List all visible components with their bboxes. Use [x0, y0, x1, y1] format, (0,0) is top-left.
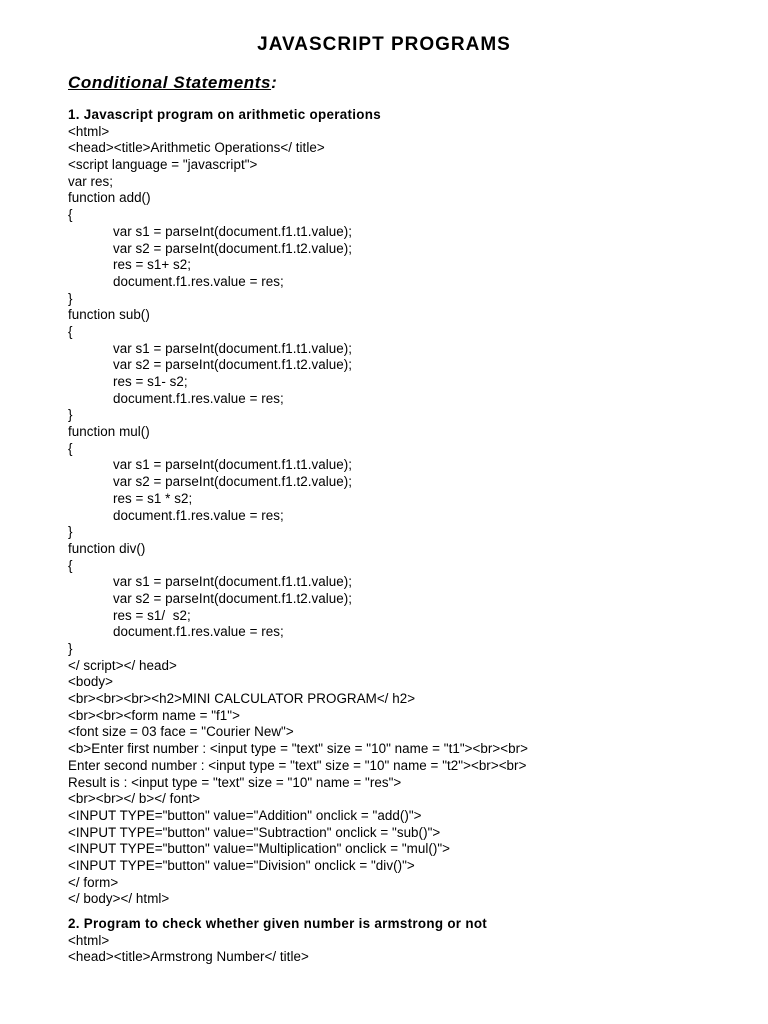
code-line: {	[68, 440, 73, 456]
document-title: JAVASCRIPT PROGRAMS	[257, 34, 511, 55]
code-line: <INPUT TYPE="button" value="Addition" onclick = "add()">	[68, 807, 422, 823]
code-line: <head><title>Arithmetic Operations</ title>	[68, 140, 325, 156]
code-line: <INPUT TYPE="button" value="Multiplication" onclick = "mul()">	[68, 841, 451, 857]
code-line: res = s1+ s2;	[113, 257, 192, 273]
code-line: <INPUT TYPE="button" value="Division" onclick = "div()">	[68, 857, 415, 873]
code-line: res = s1 * s2;	[113, 490, 193, 506]
code-line: var res;	[68, 173, 114, 189]
code-line: document.f1.res.value = res;	[113, 507, 284, 523]
code-line: var s2 = parseInt(document.f1.t2.value);	[113, 590, 353, 606]
code-line: res = s1- s2;	[113, 374, 188, 389]
code-line: <script language = "javascript">	[68, 157, 258, 173]
code-line: <br><br><form name = "f1">	[68, 707, 240, 723]
program-1-code	[68, 124, 758, 908]
code-line: {	[68, 323, 73, 339]
code-line: var s2 = parseInt(document.f1.t2.value);	[113, 474, 353, 490]
code-line: document.f1.res.value = res;	[113, 273, 284, 289]
code-line: var s2 = parseInt(document.f1.t2.value);	[113, 357, 353, 373]
code-line: }	[68, 641, 73, 656]
code-line: res = s1/ s2;	[113, 607, 191, 623]
code-line: {	[68, 557, 73, 573]
code-line: </ body></ html>	[68, 891, 170, 907]
code-line: var s1 = parseInt(document.f1.t1.value);	[113, 340, 353, 356]
code-line: <body>	[68, 674, 113, 690]
code-line: {	[68, 207, 73, 223]
code-line: <br><br></ b></ font>	[68, 791, 201, 807]
code-line: <html>	[68, 123, 110, 139]
code-line: document.f1.res.value = res;	[113, 390, 284, 406]
code-line: }	[68, 524, 73, 540]
code-line: var s1 = parseInt(document.f1.t1.value);	[113, 223, 353, 239]
code-line: function sub()	[68, 307, 150, 323]
code-line: <br><br><br><h2>MINI CALCULATOR PROGRAM</ h2>	[68, 691, 416, 707]
program-2-code	[68, 933, 758, 966]
section-heading	[68, 73, 277, 93]
program-listing	[68, 107, 758, 966]
section-heading-text: Conditional Statements	[68, 73, 272, 92]
code-line: function add()	[68, 190, 151, 206]
code-line: </ script></ head>	[68, 657, 177, 673]
code-line: Result is : <input type = "text" size = "10" name = "res">	[68, 774, 402, 790]
code-line: var s1 = parseInt(document.f1.t1.value);	[113, 457, 353, 473]
code-line: <b>Enter first number : <input type = "text" size = "10" name = "t1"><br><br>	[68, 741, 529, 757]
code-line: var s1 = parseInt(document.f1.t1.value);	[113, 574, 353, 590]
section-heading-colon: :	[271, 73, 278, 92]
code-line: Enter second number : <input type = "text" size = "10" name = "t2"><br><br>	[68, 757, 527, 773]
code-line: function div()	[68, 540, 146, 556]
code-line: <head><title>Armstrong Number</ title>	[68, 949, 309, 965]
program-2-heading: 2. Program to check whether given number is armstrong or not	[68, 916, 488, 931]
code-line: }	[68, 407, 73, 423]
code-line: <html>	[68, 932, 110, 948]
code-line: <font size = 03 face = "Courier New">	[68, 724, 294, 740]
code-line: <INPUT TYPE="button" value="Subtraction" onclick = "sub()">	[68, 824, 441, 840]
code-line: }	[68, 290, 73, 306]
code-line: function mul()	[68, 424, 150, 440]
code-line: var s2 = parseInt(document.f1.t2.value);	[113, 240, 353, 256]
code-line: document.f1.res.value = res;	[113, 624, 284, 640]
code-line: </ form>	[68, 874, 119, 890]
program-1-heading: 1. Javascript program on arithmetic operations	[68, 107, 381, 122]
